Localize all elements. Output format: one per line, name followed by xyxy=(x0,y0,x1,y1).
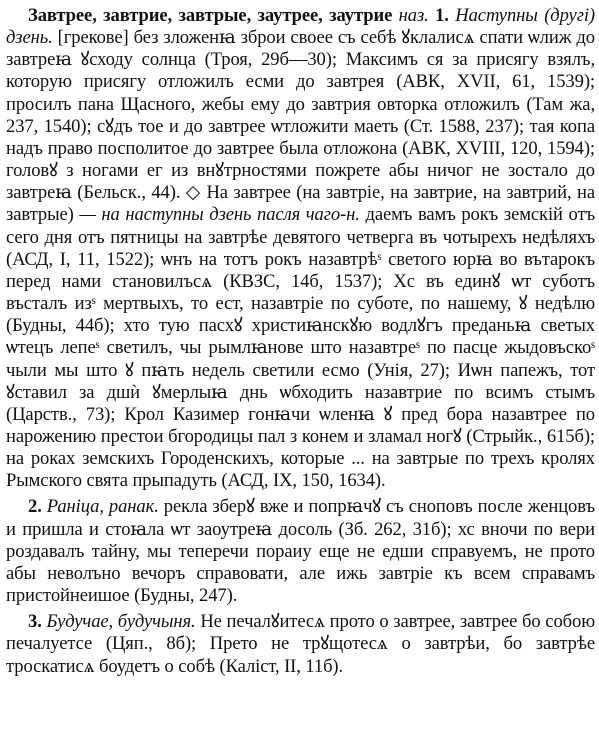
sense-gloss: Наступны (другі) дзень. xyxy=(6,5,596,49)
sense-number: 1. xyxy=(435,5,449,26)
sense-citations: рекла зберꙋ вже и попрꙗчꙋ съ сноповъ после женцовъ и пришла и стоꙗла ѡт заоутреꙗ досоль (Зб. 262, 31б); хс вночи по вери роздавалъ тайну, мы теперечи пораиу еще не едши справуемъ, не прото абы неволъно вечоръ справовати, але ижь завтріе къ всем справамъ пристойнеишое (Будны, 247). xyxy=(6,496,595,607)
sense-number: 3. xyxy=(28,611,42,633)
phrase-gloss: — на наступны дзень пасля чаго-н. xyxy=(79,204,360,226)
sense-citations-continued: даемъ вамъ рокъ земскій отъ сего дня отъ пятницы на завтрѣе девятого четверга въ чотырехъ недѣляхъ (АСД, I, 11, 1522); ѡнъ на тотъ рокъ назавтрѣˢ светого юрꙗ во вътарокъ перед нами становилъсѧ (КВЗС, 14б, 1537); Хс въ единꙋ ѡт суботъ въсталъ изˢ мертвыхъ, то ест, назавтріе по суботе, по нашему, ꙋ недѣлю (Будны, 44б); хто тую пасхꙋ христиꙗнскꙋю водлꙋгъ преданьꙗ светых ѡтецъ лепеˢ светилъ, чы рымлꙗнове што назавтреˢ по пасце жыдовъскоˢ чыли мы што ꙋ пꙗть недель светили есмо (Унія, 27); Иѡн папежъ, тот ꙋставил за дшѝ ꙋмерлыꙗ днь ѡбходить назавтрие по всимъ стымъ (Царств., 73); Крол Казимер гонꙗчи ѡленꙗ ꙋ пред бора назавтрее по нарожению престои бгородицы пал з конем и зламал ногꙋ (Стрыйк., 615б); на роках земскихъ Городенскихъ, которые ... на завтрые по трехъ кролях Рымского свята прыпадуть (АСД, IX, 150, 1634). xyxy=(6,204,596,492)
entry-headword: Завтрее, завтрие, завтрые, заутрее, заутрие xyxy=(28,5,393,26)
entry-sense-1 xyxy=(6,5,595,492)
sense-citations: Не печалꙋитесѧ прото о завтрее, завтрее бо собою печалуетсе (Цяп., 8б); Прето не трꙋщотесѧ о завтрѣи, бо завтрѣе троскатисѧ боудетъ о собѣ (Каліст, II, 11б). xyxy=(6,611,595,677)
entry-sense-2 xyxy=(6,496,595,607)
sense-gloss: Раніца, ранак. xyxy=(41,496,159,518)
entry-sense-3 xyxy=(6,611,595,677)
sense-number: 2. xyxy=(28,496,42,518)
sense-citations: [грекове] без зложенꙗ зброи своее съ себѣ ꙋклалисѧ спати ѡлиж до завтреꙗ ꙋсходу солнца (Троя, 29б—30); Максимъ ся за присягу взялъ, которую присягу отложилъ есми до завтрея (АВК, XVII, 61, 1539); просилъ пана Щасного, жебы ему до завтрия овторка отложилъ (Там жа, 237, 1540); сꙋдъ тое и до завтрее ѡтложити маеть (Ст. 1588, 237); тая копа надъ право посполитое до завтрее была отложона (АВК, XVIII, 120, 1594); головꙋ з ногами ег из внꙋтрностями пожрете абы ничог не зостало до завтреꙗ (Бельск., 44). ◇ На завтрее (на завтріе, на завтрие, на завтрий, на завтрые) xyxy=(6,27,595,226)
sense-gloss: Будучае, будучыня. xyxy=(41,611,196,633)
part-of-speech: наз. xyxy=(392,5,436,26)
